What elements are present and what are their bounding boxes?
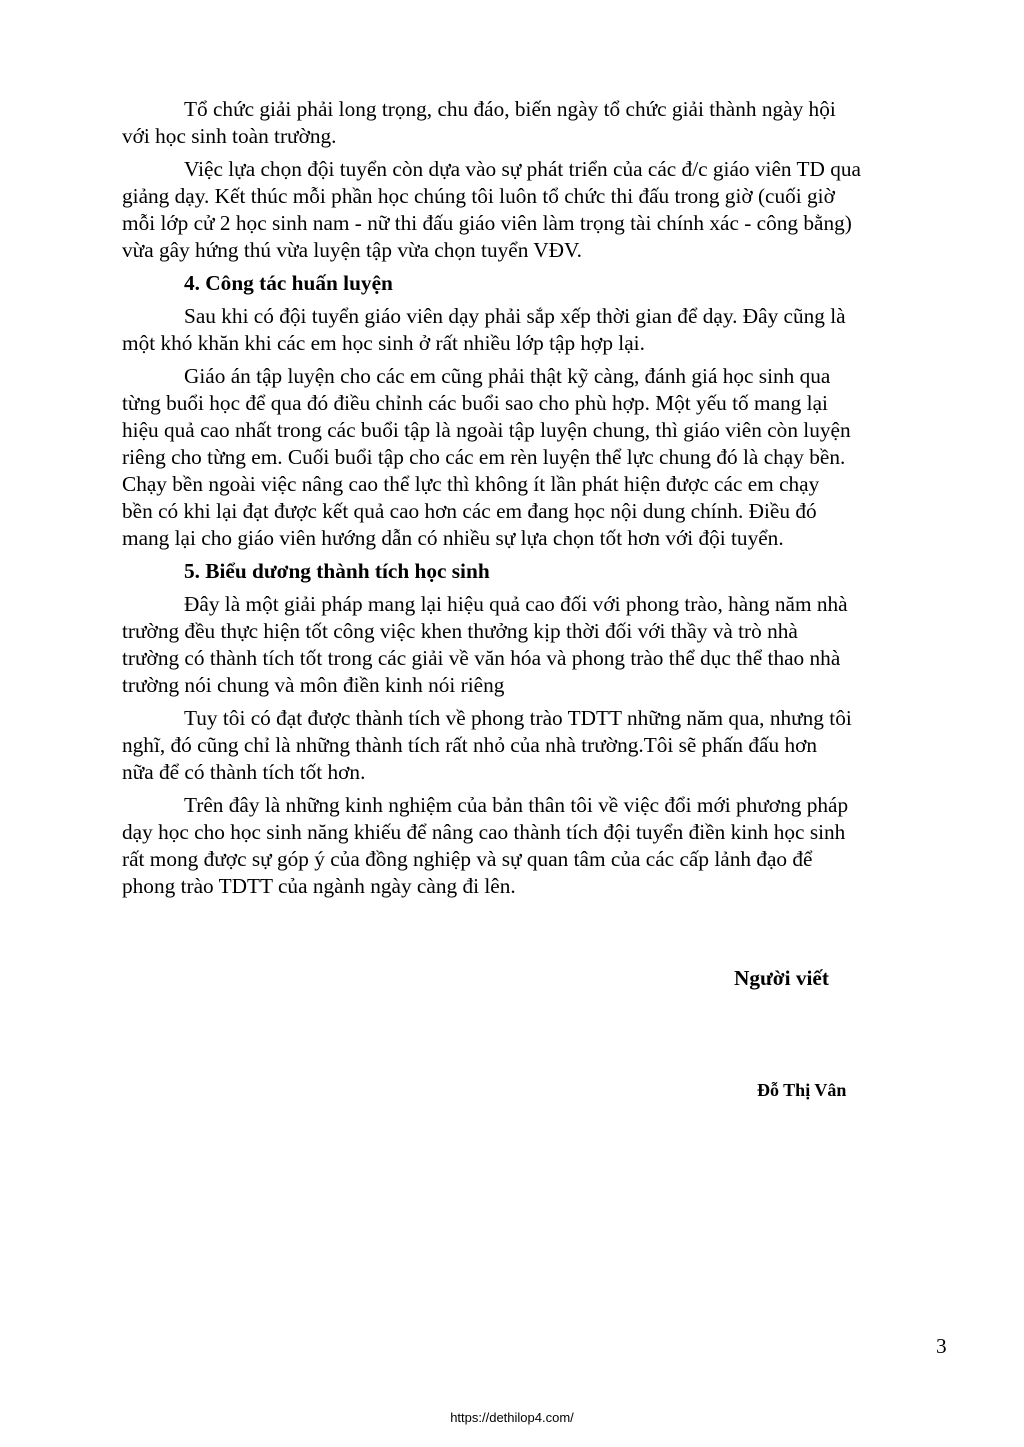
paragraph [122,156,952,264]
text-line: trường có thành tích tốt trong các giải về văn hóa và phong trào thể dục thể thao nhà [122,646,841,670]
text-line: Tuy tôi có đạt được thành tích về phong trào TDTT những năm qua, nhưng tôi [184,706,852,730]
page-number: 3 [936,1334,947,1358]
text-line: Sau khi có đội tuyển giáo viên dạy phải sắp xếp thời gian để dạy. Đây cũng là [184,304,846,328]
text-line: riêng cho từng em. Cuối buổi tập cho các em rèn luyện thể lực chung đó là chạy bền. [122,445,846,469]
paragraph [122,792,952,900]
text-line: từng buổi học để qua đó điều chỉnh các buổi sao cho phù hợp. Một yếu tố mang lại [122,391,828,415]
text-line: trường nói chung và môn điền kinh nói riêng [122,673,505,697]
text-line: một khó khăn khi các em học sinh ở rất nhiều lớp tập hợp lại. [122,331,645,355]
text-line: trường đều thực hiện tốt công việc khen thưởng kịp thời đối với thầy và trò nhà [122,619,798,643]
document-body [122,96,952,906]
section-heading: 4. Công tác huấn luyện [184,271,393,295]
section-heading: 5. Biểu dương thành tích học sinh [184,559,490,583]
text-line: nghĩ, đó cũng chỉ là những thành tích rất nhỏ của nhà trường.Tôi sẽ phấn đấu hơn [122,733,818,757]
paragraph [122,705,952,786]
paragraph [122,363,952,552]
signature-name: Đỗ Thị Vân [757,1080,847,1100]
text-line: Chạy bền ngoài việc nâng cao thể lực thì không ít lần phát hiện được các em chạy [122,472,820,496]
footer-url-link[interactable]: https://dethilop4.com/ [450,1410,574,1425]
signature-title: Người viết [734,966,829,990]
text-line: giảng dạy. Kết thúc mỗi phần học chúng tôi luôn tổ chức thi đấu trong giờ (cuối giờ [122,184,835,208]
text-line: Tổ chức giải phải long trọng, chu đáo, biến ngày tổ chức giải thành ngày hội [184,97,836,121]
text-line: phong trào TDTT của ngành ngày càng đi lên. [122,874,516,898]
paragraph [122,96,952,150]
text-line: mỗi lớp cử 2 học sinh nam - nữ thi đấu giáo viên làm trọng tài chính xác - công bằng) [122,211,852,235]
text-line: dạy học cho học sinh năng khiếu để nâng cao thành tích đội tuyển điền kinh học sinh [122,820,846,844]
text-line: nữa để có thành tích tốt hơn. [122,760,366,784]
text-line: mang lại cho giáo viên hướng dẫn có nhiều sự lựa chọn tốt hơn với đội tuyển. [122,526,784,550]
text-line: Việc lựa chọn đội tuyển còn dựa vào sự phát triển của các đ/c giáo viên TD qua [184,157,861,181]
text-line: Giáo án tập luyện cho các em cũng phải thật kỹ càng, đánh giá học sinh qua [184,364,831,388]
text-line: rất mong được sự góp ý của đồng nghiệp và sự quan tâm của các cấp lảnh đạo để [122,847,813,871]
text-line: bền có khi lại đạt được kết quả cao hơn các em đang học nội dung chính. Điều đó [122,499,817,523]
text-line: Trên đây là những kinh nghiệm của bản thân tôi về việc đổi mới phương pháp [184,793,849,817]
text-line: hiệu quả cao nhất trong các buổi tập là ngoài tập luyện chung, thì giáo viên còn luyện [122,418,851,442]
text-line: Đây là một giải pháp mang lại hiệu quả cao đối với phong trào, hàng năm nhà [184,592,848,616]
text-line: với học sinh toàn trường. [122,124,337,148]
paragraph [122,591,952,699]
text-line: vừa gây hứng thú vừa luyện tập vừa chọn tuyển VĐV. [122,238,583,262]
paragraph [122,303,952,357]
